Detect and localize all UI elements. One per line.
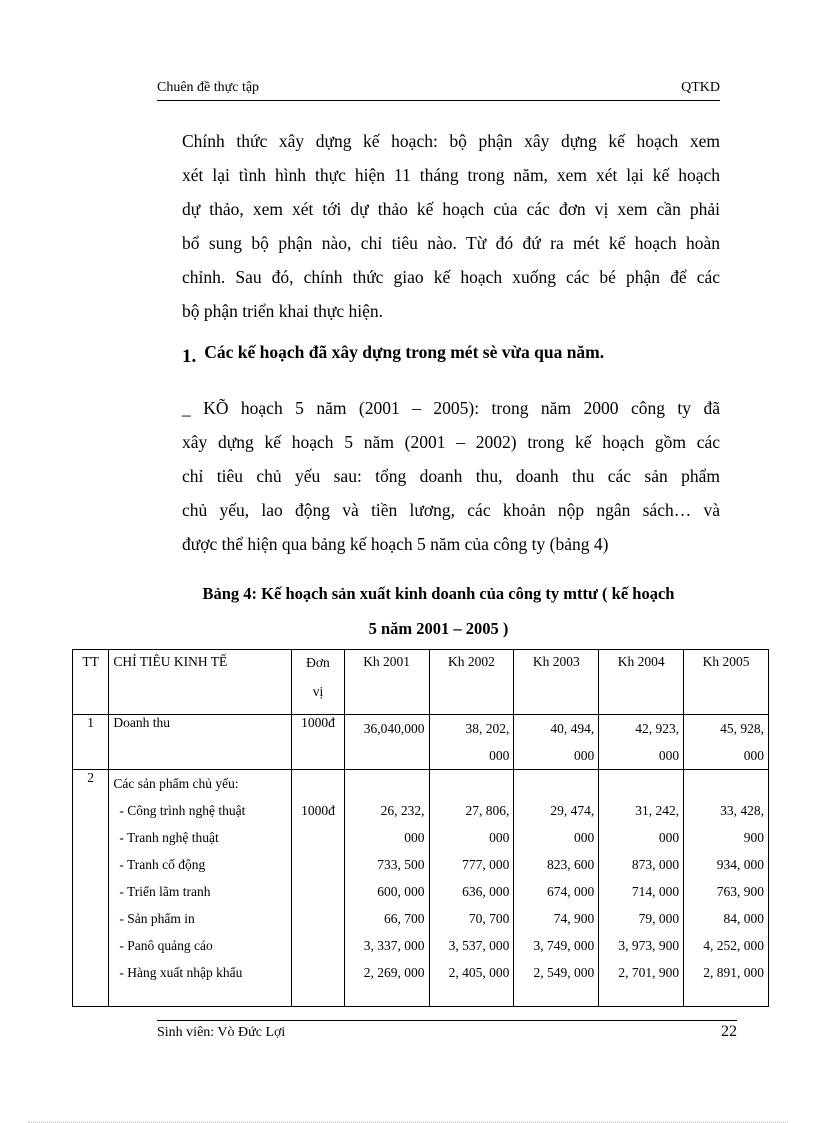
header-title: Chuên đề thực tập: [157, 80, 260, 95]
value-cell: [429, 770, 514, 1007]
value-cell: [684, 770, 769, 1007]
value-cell: [684, 715, 769, 770]
value-cell: [514, 770, 599, 1007]
header-year: Kh 2004: [599, 650, 684, 715]
header-year: Kh 2001: [344, 650, 429, 715]
text-line: Chính thức xây dựng kế hoạch: bộ phận xây dựng kế hoạch xem: [182, 131, 720, 151]
plan-paragraph: [182, 391, 720, 561]
value-line: 000: [489, 830, 510, 845]
table-row: [73, 715, 769, 770]
value-cell: [344, 715, 429, 770]
value-line: 70, 700: [468, 911, 510, 926]
value-cell: [599, 770, 684, 1007]
page-header: [157, 80, 720, 101]
header-unit-line1: Đơn: [306, 655, 330, 670]
text-line: xét lại tình hình thực hiện 11 tháng trong năm, xem xét lại kế hoạch: [182, 165, 720, 185]
header-tt: TT: [73, 650, 109, 715]
plan-table: [72, 649, 769, 1007]
value-line: 934, 000: [716, 857, 764, 872]
value-line: 733, 500: [377, 857, 425, 872]
header-year: Kh 2002: [429, 650, 514, 715]
value-line: 000: [489, 748, 510, 763]
value-line: 600, 000: [377, 884, 425, 899]
product-item: - Panô quảng cáo: [119, 938, 213, 953]
blank-line: [688, 770, 764, 797]
text-line: được thể hiện qua bảng kế hoạch 5 năm của công ty (bảng 4): [182, 534, 609, 554]
page-number: 22: [721, 1023, 737, 1040]
value-line: 000: [404, 830, 425, 845]
value-line: 4, 252, 000: [703, 938, 764, 953]
product-item: - Tranh nghệ thuật: [119, 830, 219, 845]
value-line: 714, 000: [631, 884, 680, 899]
value-line: 84, 000: [723, 911, 764, 926]
value-line: 2, 269, 000: [363, 965, 425, 980]
value-line: 2, 405, 000: [448, 965, 510, 980]
header-indicator: CHỈ TIÊU KINH TẾ: [109, 650, 292, 715]
text-line: chỉ tiêu chủ yếu sau: tổng doanh thu, doanh thu các sản phẩm: [182, 466, 720, 486]
value-line: 31, 242,: [635, 803, 680, 818]
section-number: 1.: [182, 346, 197, 367]
value-line: 36,040,000: [363, 721, 425, 736]
value-line: 2, 549, 000: [533, 965, 595, 980]
value-line: 000: [658, 748, 680, 763]
value-line: 42, 923,: [635, 721, 680, 736]
header-year: Kh 2005: [684, 650, 769, 715]
product-item: - Hàng xuất nhập khẩu: [119, 965, 243, 980]
value-line: 3, 973, 900: [618, 938, 680, 953]
product-item: - Sản phẩm in: [119, 911, 195, 926]
product-item: - Triển lãm tranh: [119, 884, 211, 899]
table-row: [73, 770, 769, 1007]
value-line: 40, 494,: [550, 721, 595, 736]
blank-line: [434, 770, 510, 797]
value-line: 3, 337, 000: [363, 938, 425, 953]
value-line: 45, 928,: [720, 721, 764, 736]
value-cell: [514, 715, 599, 770]
page-footer: [157, 1020, 737, 1045]
header-unit: [292, 650, 345, 715]
text-line: _ KÕ hoạch 5 năm (2001 – 2005): trong năm 2000 công ty đã: [182, 398, 720, 418]
value-line: 000: [658, 830, 680, 845]
value-line: 27, 806,: [465, 803, 510, 818]
text-line: xây dựng kế hoạch 5 năm (2001 – 2002) trong kế hoạch gồm các: [182, 432, 720, 452]
header-unit-line2: vị: [312, 684, 324, 699]
value-line: 777, 000: [462, 857, 510, 872]
value-line: 823, 600: [546, 857, 595, 872]
value-line: 873, 000: [631, 857, 680, 872]
value-cell: [429, 715, 514, 770]
value-line: 674, 000: [546, 884, 595, 899]
value-line: 26, 232,: [380, 803, 425, 818]
value-cell: [344, 770, 429, 1007]
text-line: dự thảo, xem xét tới dự thảo kế hoạch của các đơn vị xem cần phải: [182, 199, 720, 219]
value-line: 74, 900: [553, 911, 595, 926]
value-line: 2, 701, 900: [618, 965, 680, 980]
text-line: chủ yếu, lao động và tiền lương, các khoản nộp ngân sách… và: [182, 500, 720, 520]
section-heading: [182, 342, 605, 367]
table-caption-line1: Bảng 4: Kế hoạch sản xuất kinh doanh của công ty mttư ( kế hoạch: [202, 584, 675, 603]
value-line: 3, 749, 000: [533, 938, 595, 953]
blank-line: [296, 770, 340, 797]
footer-student: Sinh viên: Vò Đức Lợi: [157, 1025, 286, 1040]
text-line: bộ phận triển khai thực hiện.: [182, 301, 383, 321]
text-line: chỉnh. Sau đó, chính thức giao kế hoạch xuống các bé phận để các: [182, 267, 720, 287]
value-cell: [599, 715, 684, 770]
blank-line: [349, 770, 425, 797]
table-caption-line2: 5 năm 2001 – 2005 ): [368, 619, 509, 638]
row-unit: 1000đ: [292, 715, 345, 770]
unit-value: 1000đ: [301, 803, 335, 818]
section-title: Các kế hoạch đã xây dựng trong mét sè vừa qua năm.: [204, 342, 605, 362]
value-line: 000: [573, 830, 595, 845]
value-line: 2, 891, 000: [703, 965, 764, 980]
row-indicator: [109, 770, 292, 1007]
value-line: 38, 202,: [465, 721, 510, 736]
value-line: 000: [743, 748, 764, 763]
row-unit: [292, 770, 345, 1007]
blank-line: [603, 770, 679, 797]
table-header-row: [73, 650, 769, 715]
blank-line: [518, 770, 594, 797]
text-line: bổ sung bộ phận nào, chỉ tiêu nào. Từ đó đứ ra mét kế hoạch hoàn: [182, 233, 720, 253]
header-subject: QTKD: [681, 80, 720, 95]
value-line: 636, 000: [462, 884, 510, 899]
intro-paragraph: [182, 124, 720, 328]
value-line: 763, 900: [716, 884, 764, 899]
group-title: Các sản phẩm chủ yếu:: [113, 776, 239, 791]
product-item: - Tranh cổ động: [119, 857, 206, 872]
value-line: 66, 700: [384, 911, 425, 926]
value-line: 900: [743, 830, 764, 845]
value-line: 29, 474,: [550, 803, 595, 818]
value-line: 000: [573, 748, 595, 763]
value-line: 33, 428,: [720, 803, 764, 818]
value-line: 3, 537, 000: [448, 938, 510, 953]
row-number: 2: [73, 770, 109, 1007]
row-indicator: Doanh thu: [109, 715, 292, 770]
value-line: 79, 000: [638, 911, 680, 926]
header-year: Kh 2003: [514, 650, 599, 715]
row-number: 1: [73, 715, 109, 770]
product-item: - Công trình nghệ thuật: [119, 803, 246, 818]
